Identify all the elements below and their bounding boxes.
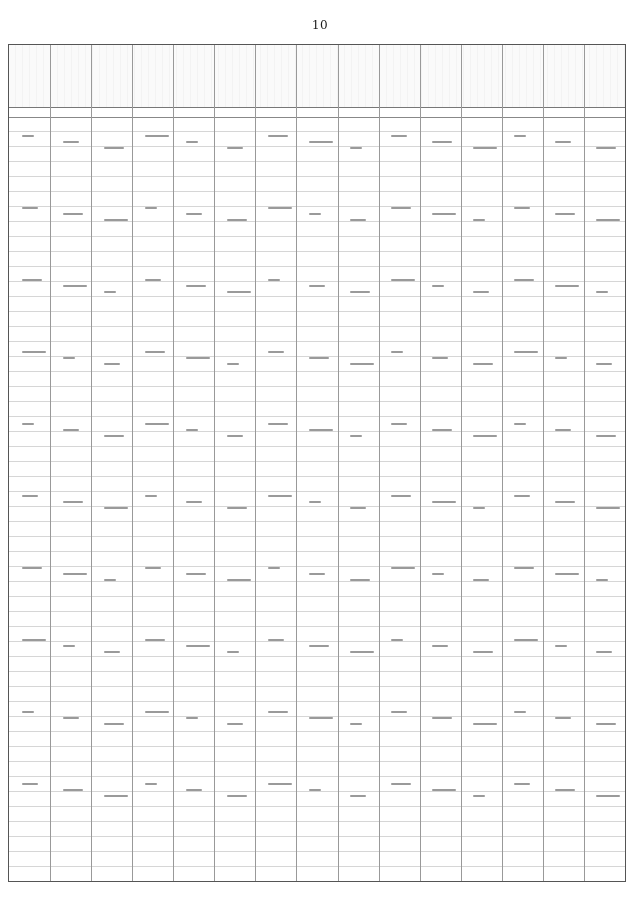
cell-text-mark <box>186 573 206 575</box>
cell-text-mark <box>268 639 284 641</box>
page-number: 10 <box>311 18 329 32</box>
cell-text-mark <box>473 651 493 653</box>
cell-text-mark <box>22 423 34 425</box>
cell-text-mark <box>145 135 169 137</box>
cell-text-mark <box>596 651 612 653</box>
cell-text-mark <box>22 567 42 569</box>
cell-text-mark <box>227 219 247 221</box>
cell-text-mark <box>391 423 407 425</box>
cell-text-mark <box>350 579 370 581</box>
cell-text-mark <box>227 651 239 653</box>
table-row <box>461 45 503 881</box>
cell-text-mark <box>186 357 210 359</box>
cell-text-mark <box>227 723 243 725</box>
cell-text-mark <box>555 141 571 143</box>
table-row <box>91 45 133 881</box>
cell-text-mark <box>596 435 616 437</box>
cell-text-mark <box>473 291 489 293</box>
cell-text-mark <box>309 645 329 647</box>
cell-text-mark <box>432 573 444 575</box>
cell-text-mark <box>63 789 83 791</box>
cell-text-mark <box>555 501 575 503</box>
cell-text-mark <box>350 507 366 509</box>
cell-text-mark <box>596 579 608 581</box>
cell-text-mark <box>555 429 571 431</box>
cell-text-mark <box>186 789 202 791</box>
cell-text-mark <box>268 495 292 497</box>
cell-text-mark <box>186 285 206 287</box>
cell-text-mark <box>63 501 83 503</box>
cell-text-mark <box>555 357 567 359</box>
cell-text-mark <box>350 147 362 149</box>
cell-text-mark <box>104 507 128 509</box>
cell-text-mark <box>63 717 79 719</box>
cell-text-mark <box>186 717 198 719</box>
cell-text-mark <box>473 579 489 581</box>
cell-text-mark <box>63 213 83 215</box>
cell-text-mark <box>227 435 243 437</box>
cell-text-mark <box>473 435 497 437</box>
table-row <box>255 45 297 881</box>
cell-text-mark <box>555 717 571 719</box>
cell-text-mark <box>555 789 575 791</box>
cell-text-mark <box>22 207 38 209</box>
cell-text-mark <box>268 279 280 281</box>
cell-text-mark <box>432 141 452 143</box>
rotated-budget-table <box>8 44 626 882</box>
cell-text-mark <box>227 507 247 509</box>
cell-text-mark <box>63 357 75 359</box>
cell-text-mark <box>350 723 362 725</box>
table-row <box>214 45 256 881</box>
cell-text-mark <box>63 645 75 647</box>
cell-text-mark <box>514 495 530 497</box>
cell-text-mark <box>555 573 579 575</box>
cell-text-mark <box>514 279 534 281</box>
cell-text-mark <box>391 567 415 569</box>
cell-text-mark <box>268 711 288 713</box>
table-row <box>379 45 421 881</box>
cell-text-mark <box>391 783 411 785</box>
cell-text-mark <box>432 717 452 719</box>
cell-text-mark <box>227 147 243 149</box>
table-row <box>50 45 92 881</box>
cell-text-mark <box>309 213 321 215</box>
table-row <box>584 45 625 881</box>
cell-text-mark <box>391 351 403 353</box>
table-row-bands <box>9 45 625 881</box>
cell-text-mark <box>350 219 366 221</box>
cell-text-mark <box>514 567 534 569</box>
cell-text-mark <box>514 135 526 137</box>
cell-text-mark <box>391 495 411 497</box>
cell-text-mark <box>432 357 448 359</box>
table-row <box>338 45 380 881</box>
cell-text-mark <box>514 207 530 209</box>
table-row <box>420 45 462 881</box>
cell-text-mark <box>473 723 497 725</box>
cell-text-mark <box>63 573 87 575</box>
cell-text-mark <box>145 351 165 353</box>
cell-text-mark <box>186 141 198 143</box>
cell-text-mark <box>186 429 198 431</box>
cell-text-mark <box>350 363 374 365</box>
cell-text-mark <box>145 279 161 281</box>
cell-text-mark <box>104 435 124 437</box>
cell-text-mark <box>432 789 456 791</box>
cell-text-mark <box>391 207 411 209</box>
cell-text-mark <box>432 429 452 431</box>
cell-text-mark <box>350 651 374 653</box>
cell-text-mark <box>596 147 616 149</box>
cell-text-mark <box>227 363 239 365</box>
cell-text-mark <box>514 423 526 425</box>
cell-text-mark <box>596 291 608 293</box>
cell-text-mark <box>350 795 366 797</box>
cell-text-mark <box>268 351 284 353</box>
cell-text-mark <box>391 279 415 281</box>
cell-text-mark <box>22 639 46 641</box>
cell-text-mark <box>227 291 251 293</box>
cell-text-mark <box>473 507 485 509</box>
cell-text-mark <box>596 363 612 365</box>
cell-text-mark <box>432 213 456 215</box>
cell-text-mark <box>268 207 292 209</box>
cell-text-mark <box>104 651 120 653</box>
cell-text-mark <box>186 213 202 215</box>
cell-text-mark <box>227 795 247 797</box>
cell-text-mark <box>104 363 120 365</box>
cell-text-mark <box>145 495 157 497</box>
cell-text-mark <box>104 579 116 581</box>
cell-text-mark <box>104 795 128 797</box>
cell-text-mark <box>186 645 210 647</box>
cell-text-mark <box>145 423 169 425</box>
table-row <box>296 45 338 881</box>
cell-text-mark <box>227 579 251 581</box>
cell-text-mark <box>350 435 362 437</box>
cell-text-mark <box>63 141 79 143</box>
cell-text-mark <box>309 501 321 503</box>
table-row <box>173 45 215 881</box>
cell-text-mark <box>309 285 325 287</box>
cell-text-mark <box>268 423 288 425</box>
cell-text-mark <box>22 351 46 353</box>
cell-text-mark <box>268 783 292 785</box>
cell-text-mark <box>309 789 321 791</box>
cell-text-mark <box>432 285 444 287</box>
cell-text-mark <box>350 291 370 293</box>
cell-text-mark <box>186 501 202 503</box>
cell-text-mark <box>596 795 620 797</box>
cell-text-mark <box>473 363 493 365</box>
cell-text-mark <box>104 723 124 725</box>
cell-text-mark <box>268 567 280 569</box>
cell-text-mark <box>145 783 157 785</box>
cell-text-mark <box>145 567 161 569</box>
cell-text-mark <box>473 147 497 149</box>
cell-text-mark <box>309 573 325 575</box>
table-row <box>132 45 174 881</box>
cell-text-mark <box>309 429 333 431</box>
table-row <box>543 45 585 881</box>
cell-text-mark <box>309 717 333 719</box>
cell-text-mark <box>104 291 116 293</box>
cell-text-mark <box>22 495 38 497</box>
cell-text-mark <box>555 645 567 647</box>
cell-text-mark <box>514 639 538 641</box>
cell-text-mark <box>432 645 448 647</box>
cell-text-mark <box>22 279 42 281</box>
cell-text-mark <box>514 711 526 713</box>
cell-text-mark <box>22 783 38 785</box>
cell-text-mark <box>145 639 165 641</box>
cell-text-mark <box>391 711 407 713</box>
cell-text-mark <box>473 795 485 797</box>
cell-text-mark <box>63 285 87 287</box>
table-row <box>502 45 544 881</box>
cell-text-mark <box>309 357 329 359</box>
cell-text-mark <box>104 147 124 149</box>
cell-text-mark <box>63 429 79 431</box>
cell-text-mark <box>22 711 34 713</box>
cell-text-mark <box>391 135 407 137</box>
cell-text-mark <box>596 219 620 221</box>
cell-text-mark <box>104 219 128 221</box>
cell-text-mark <box>514 351 538 353</box>
cell-text-mark <box>555 213 575 215</box>
cell-text-mark <box>555 285 579 287</box>
cell-text-mark <box>473 219 485 221</box>
cell-text-mark <box>268 135 288 137</box>
cell-text-mark <box>309 141 333 143</box>
cell-text-mark <box>596 507 620 509</box>
cell-text-mark <box>596 723 616 725</box>
cell-text-mark <box>145 711 169 713</box>
cell-text-mark <box>391 639 403 641</box>
table-row <box>9 45 51 881</box>
cell-text-mark <box>514 783 530 785</box>
cell-text-mark <box>22 135 34 137</box>
cell-text-mark <box>145 207 157 209</box>
cell-text-mark <box>432 501 456 503</box>
